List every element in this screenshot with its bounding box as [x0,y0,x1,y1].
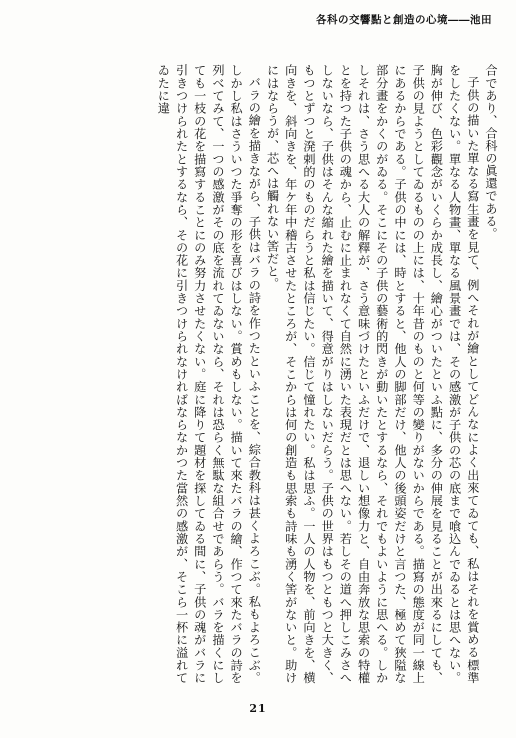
paragraph-2: 子供の描いた單なる寫生畫を見て、例へそれが繪としてどんなによく出來てゐても、私はそれを賞める標準をしたくない。單なる人物畫、單なる風景畫では、その感激が子供の芯の底まで喰込んでゐるとは思へない。胸が伸び、色彩觀念がいくらか成長し、繪心がついたといふ點に、多分の伸展を見ることが出來るにしても、子供の見ようとしてゐるものの上には、十年昔のものと何等の變りがないからである。描寫の態度が同一線上にあるからである。子供の中には、時とすると、他人の脚部だけ、他人の後頭姿だけと言つた、極めて狹隘な部分畫をかくのがゐる。そこにその子供の藝術的閃きが動いたとするなら、それでもよいように思へる。しかしそれは、さう思へる大人の解釋が、さう意味づけたといふだけで、退しい想像力と、自由奔放な思索の特權とを持つた子供の魂から、止むに止まれなくて自然に湧いた表現だとは思へない。若しその道へ押しこみさへしないなら、子供はそんな縮れた繪を描いて、得意がりはしないだらう。子供の世界はもつともつと大きく、もつとずつと溌剌的のものだらうと私は信じたい。信じて憧れたい。私は思ふ。一人の人物を、前向きを、横向きを、斜向きを、年ケ年中稽古させたところが、そこからは何の創造も思索も詩味も湧く筈がないと。助けにはならうが、芯へは觸れない筈だと。 [265,64,480,684]
page-number: 21 [249,702,267,715]
paragraph-3: バラの繪を描きながら、子供はバラの詩を作つたといふことを、綜合教科は甚くよろこぶ。私もよろこぶ。しかし私はさういつた爭奪の形を喜びはしない。賞めもしない。描いて來たバラの繪、作つて來たバラの詩を列べてみて、一つの感激がその底を流れてゐないなら、それは恐らく無駄な組合せであらう。バラを描くにしても一枝の花を描寫することにのみ努力させたくない。庭に降りて題材を探してゐる間に、子供の魂がバラに引きつけられたとするなら、その花に引きつけられなければならなかつた當然の感激が、そこら一杯に溢れてゐたに違 [156,64,262,684]
running-head: 各科の交響點と創造の心境――池田 [316,14,492,26]
paragraph-1: 合であり、合科の眞還である。 [484,64,498,240]
body-text [24,64,500,684]
